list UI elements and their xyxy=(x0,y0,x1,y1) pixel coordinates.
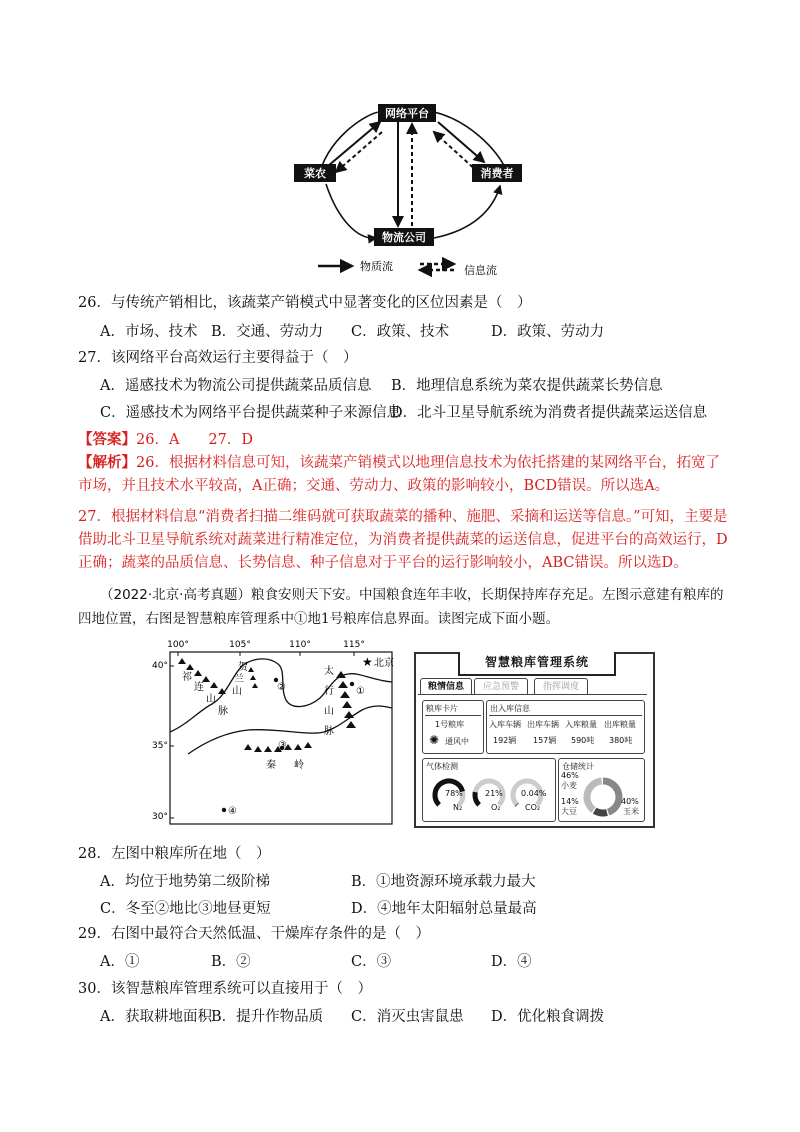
label-mai1: 脉 xyxy=(218,706,228,717)
grain-card-name: 1号粮库 xyxy=(435,720,465,729)
intro-source: （2022·北京·高考真题） xyxy=(100,587,251,603)
q27-option-d[interactable]: D．北斗卫星导航系统为消费者提供蔬菜运送信息 xyxy=(391,405,708,421)
gas-n2-value: 78% xyxy=(445,789,463,798)
site-2-label: ② xyxy=(277,682,286,693)
io-header-4: 出库粮量 xyxy=(604,720,636,729)
tab-dispatch[interactable]: 指挥调度 xyxy=(534,678,588,695)
grain-card xyxy=(422,700,484,754)
question-28: 28．左图中粮库所在地（ ） xyxy=(78,846,271,862)
io-value-2: 157辆 xyxy=(533,736,557,745)
panel-title: 智慧粮库管理系统 xyxy=(458,652,616,676)
lon-label-100: 100° xyxy=(167,640,189,650)
node-consumer-label: 消费者 xyxy=(480,167,514,180)
grain-card-rule xyxy=(425,715,481,716)
grain-map xyxy=(148,636,400,828)
storage-title: 仓储统计 xyxy=(562,762,594,771)
storage-soy-value: 14% xyxy=(561,797,579,806)
q27-option-c[interactable]: C．遥感技术为网络平台提供蔬菜种子来源信息 xyxy=(100,405,402,421)
question-26: 26．与传统产销相比，该蔬菜产销模式中显著变化的区位因素是（ ） xyxy=(78,295,532,311)
q29-option-d[interactable]: D．④ xyxy=(491,954,532,970)
donut-slice xyxy=(595,811,607,813)
site-1-label: ① xyxy=(356,686,365,697)
q26-option-a[interactable]: A．市场、技术 xyxy=(100,324,198,340)
q27-option-b[interactable]: B．地理信息系统为菜农提供蔬菜长势信息 xyxy=(391,378,663,394)
q30-option-c[interactable]: C．消灭虫害鼠患 xyxy=(351,1009,464,1025)
node-farmer-label: 菜农 xyxy=(304,167,326,180)
donut-slice xyxy=(603,781,619,812)
io-header-3: 入库粮量 xyxy=(565,720,597,729)
label-he: 贺 xyxy=(238,662,248,673)
answer-line xyxy=(78,428,253,449)
q29-option-b[interactable]: B．② xyxy=(211,954,251,970)
q26-option-b[interactable]: B．交通、劳动力 xyxy=(211,324,324,340)
intro-text: 粮食安则天下安。中国粮食连年丰收，长期保持库存充足。左图示意建有粮库的四地位置，右图是智慧粮库管理系中①地1号粮库信息界面。读图完成下面小题。 xyxy=(78,587,724,627)
label-shan3: 山 xyxy=(324,706,334,717)
analysis-26-text: 26．根据材料信息可知，该蔬菜产销模式以地理信息技术为依托搭建的某网络平台，拓宽了市场，并且技术水平较高，A正确；交通、劳动力、政策的影响较小，BCD错误。所以选A。 xyxy=(78,455,720,494)
tab-emergency[interactable]: 应急预警 xyxy=(474,678,528,695)
label-qin: 秦 xyxy=(266,760,276,771)
q28-option-c[interactable]: C．冬至②地比③地昼更短 xyxy=(100,901,271,917)
io-info xyxy=(486,700,645,754)
flow-arc-bottom-left xyxy=(326,184,376,238)
q30-option-b[interactable]: B．提升作物品质 xyxy=(211,1009,324,1025)
q26-option-c[interactable]: C．政策、技术 xyxy=(351,324,450,340)
io-title: 出入库信息 xyxy=(490,704,530,713)
gas-co2-label: CO₂ xyxy=(525,803,541,812)
answer-text: 26．A 27．D xyxy=(136,432,253,448)
question-27: 27．该网络平台高效运行主要得益于（ ） xyxy=(78,350,358,366)
analysis-tag: 【解析】 xyxy=(78,454,136,471)
analysis-26 xyxy=(78,451,730,498)
lon-label-105: 105° xyxy=(229,640,251,650)
grain-management-panel xyxy=(414,652,655,828)
legend-material-label: 物质流 xyxy=(360,260,393,273)
lon-label-115: 115° xyxy=(343,640,365,650)
lat-label-35: 35° xyxy=(152,741,168,751)
q28-option-a[interactable]: A．均位于地势第二级阶梯 xyxy=(100,874,270,890)
flow-info-platform-farmer xyxy=(336,132,382,172)
gauge-fill xyxy=(475,792,479,805)
tab-grain-info[interactable]: 粮情信息 xyxy=(420,678,472,695)
io-header-1: 入库车辆 xyxy=(489,720,521,729)
donut-slice xyxy=(587,781,602,810)
io-value-1: 192辆 xyxy=(493,736,517,745)
site-3-label: ③ xyxy=(278,740,287,751)
q29-option-c[interactable]: C．③ xyxy=(351,954,392,970)
beijing-label: 北京 xyxy=(374,658,394,669)
tab-divider xyxy=(418,694,647,695)
label-lian: 连 xyxy=(194,682,204,693)
label-qi: 祁 xyxy=(182,672,192,683)
lat-label-30: 30° xyxy=(152,812,168,822)
lat-label-40: 40° xyxy=(152,661,168,671)
io-value-4: 380吨 xyxy=(609,736,633,745)
q30-option-a[interactable]: A．获取耕地面积 xyxy=(100,1009,212,1025)
storage-corn-label: 玉米 xyxy=(623,807,639,816)
label-tai: 太 xyxy=(324,666,334,677)
answer-tag: 【答案】 xyxy=(78,431,136,448)
analysis-27: 27．根据材料信息“消费者扫描二维码就可获取蔬菜的播种、施肥、采摘和运送等信息。”可知，主要是借助北斗卫星导航系统对蔬菜进行精准定位，为消费者提供蔬菜的运送信息，促进平台的高效运行，D正确；蔬菜的品质信息、长势信息、种子信息对于平台的运行影响较小，ABC错误。所以选D。 xyxy=(78,509,728,571)
storage-stats xyxy=(558,758,645,822)
storage-corn-value: 40% xyxy=(621,797,639,806)
fan-icon: ✺ xyxy=(429,733,440,747)
node-logistics-label: 物流公司 xyxy=(382,231,426,244)
flow-arc-bottom-right xyxy=(434,186,500,238)
label-mai2: 脉 xyxy=(324,726,334,737)
site-1-dot xyxy=(350,682,354,686)
site-4-dot xyxy=(222,808,226,812)
map-frame xyxy=(170,652,392,824)
storage-soy-label: 大豆 xyxy=(561,807,577,816)
grain-card-title: 粮库卡片 xyxy=(426,704,458,713)
q27-option-a[interactable]: A．遥感技术为物流公司提供蔬菜品质信息 xyxy=(100,378,372,394)
io-header-2: 出库车辆 xyxy=(527,720,559,729)
flow-material-farmer-platform xyxy=(328,122,380,166)
beijing-star-icon: ★ xyxy=(362,655,373,669)
gas-n2-label: N₂ xyxy=(453,803,463,812)
q28-option-d[interactable]: D．④地年太阳辐射总量最高 xyxy=(351,901,537,917)
gas-o2-label: O₂ xyxy=(491,803,501,812)
storage-wheat-label: 小麦 xyxy=(561,781,577,790)
io-rule xyxy=(489,715,642,716)
legend-info-label: 信息流 xyxy=(464,264,497,277)
lon-label-110: 110° xyxy=(289,640,311,650)
gas-title: 气体检测 xyxy=(426,762,458,771)
q29-option-a[interactable]: A．① xyxy=(100,954,140,970)
label-shan2: 山 xyxy=(232,686,242,697)
label-hang: 行 xyxy=(324,686,334,697)
storage-donut xyxy=(581,775,625,819)
gas-o2-value: 21% xyxy=(485,789,503,798)
gas-detection xyxy=(422,758,556,822)
q28-option-b[interactable]: B．①地资源环境承载力最大 xyxy=(351,874,536,890)
flow-diagram xyxy=(288,100,538,282)
label-shan1: 山 xyxy=(206,694,216,705)
question-30: 30．该智慧粮库管理系统可以直接用于（ ） xyxy=(78,981,372,997)
storage-wheat-value: 46% xyxy=(561,771,579,780)
site-4-label: ④ xyxy=(228,806,237,817)
gas-co2-value: 0.04% xyxy=(521,789,547,798)
q26-option-d[interactable]: D．政策、劳动力 xyxy=(491,324,605,340)
q30-option-d[interactable]: D．优化粮食调拨 xyxy=(491,1009,605,1025)
grain-card-status: 通风中 xyxy=(445,737,469,746)
label-ling: 岭 xyxy=(294,760,304,771)
question-29: 29．右图中最符合天然低温、干燥库存条件的是（ ） xyxy=(78,926,430,942)
question-intro xyxy=(78,583,730,631)
label-lan: 兰 xyxy=(234,674,244,685)
io-value-3: 590吨 xyxy=(571,736,595,745)
node-platform-label: 网络平台 xyxy=(385,107,429,120)
